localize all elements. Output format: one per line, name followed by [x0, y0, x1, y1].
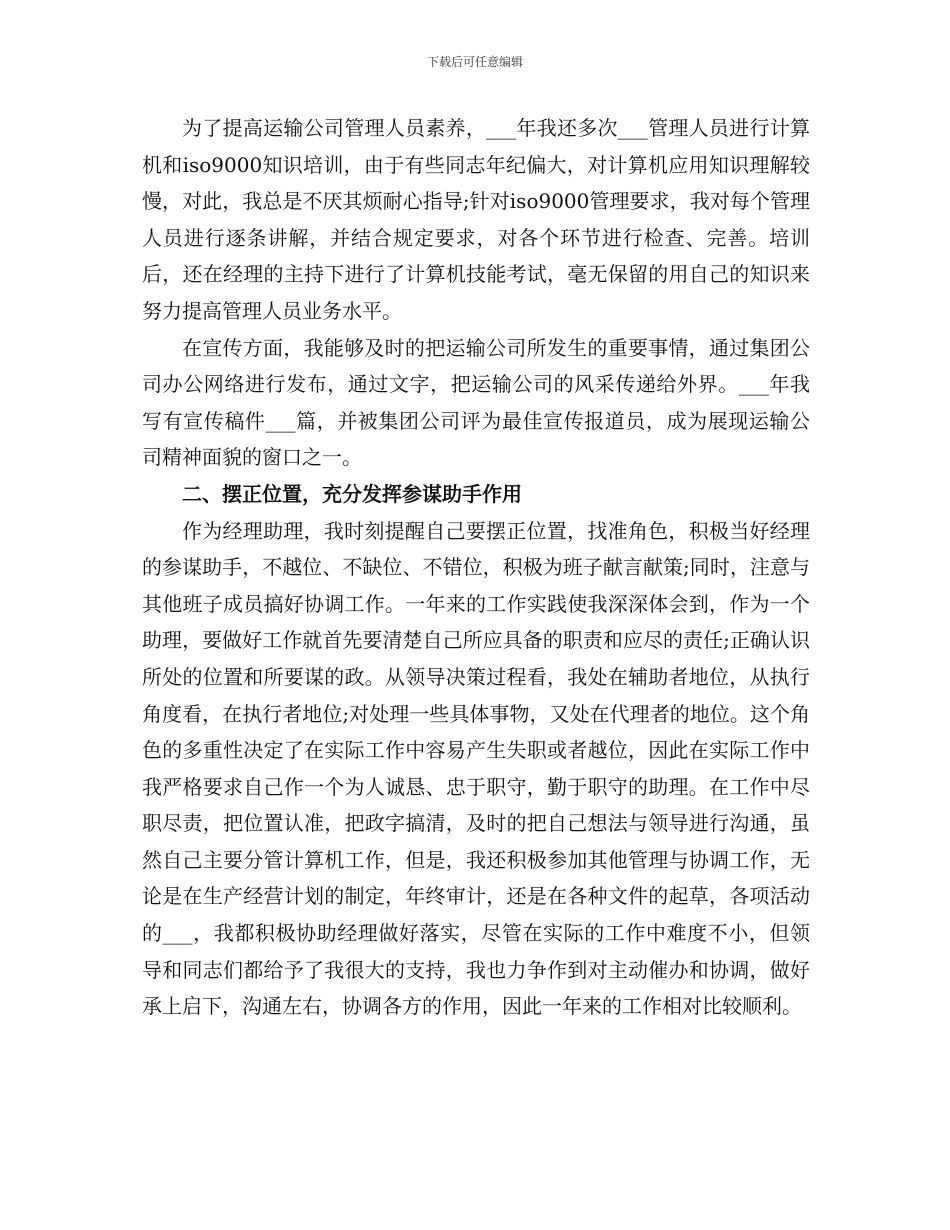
- paragraph-training: 为了提高运输公司管理人员素养，___年我还多次___管理人员进行计算机和iso9000知识培训，由于有些同志年纪偏大，对计算机应用知识理解较慢，对此，我总是不厌其烦耐心指导;针对iso9000管理要求，我对每个管理人员进行逐条讲解，并结合规定要求，对各个环节进行检查、完善。培训后，还在经理的主持下进行了计算机技能考试，毫无保留的用自己的知识来努力提高管理人员业务水平。: [142, 116, 810, 323]
- section-heading: 二、摆正位置，充分发挥参谋助手作用: [182, 481, 522, 506]
- paragraph-publicity: 在宣传方面，我能够及时的把运输公司所发生的重要事情，通过集团公司办公网络进行发布，通过文字，把运输公司的风采传递给外界。___年我写有宣传稿件___篇，并被集团公司评为最佳宣传报道员，成为展现运输公司精神面貌的窗口之一。: [142, 335, 810, 470]
- page-header: 下载后可任意编辑: [426, 55, 523, 69]
- document-body: [142, 110, 810, 1025]
- paragraph-assistant-role: 作为经理助理，我时刻提醒自己要摆正位置，找准角色，积极当好经理的参谋助手，不越位、不缺位、不错位，积极为班子献言献策;同时，注意与其他班子成员搞好协调工作。一年来的工作实践使我深深体会到，作为一个助理，要做好工作就首先要清楚自己所应具备的职责和应尽的责任;正确认识所处的位置和所要谋的政。从领导决策过程看，我处在辅助者地位，从执行角度看，在执行者地位;对处理一些具体事物，又处在代理者的地位。这个角色的多重性决定了在实际工作中容易产生失职或者越位，因此在实际工作中我严格要求自己作一个为人诚恳、忠于职守，勤于职守的助理。在工作中尽职尽责，把位置认准，把政字搞清，及时的把自己想法与领导进行沟通，虽然自己主要分管计算机工作，但是，我还积极参加其他管理与协调工作，无论是在生产经营计划的制定，年终审计，还是在各种文件的起草，各项活动的___，我都积极协助经理做好落实，尽管在实际的工作中难度不小，但领导和同志们都给予了我很大的支持，我也力争作到对主动催办和协调，做好承上启下，沟通左右，协调各方的作用，因此一年来的工作相对比较顺利。: [142, 518, 810, 1019]
